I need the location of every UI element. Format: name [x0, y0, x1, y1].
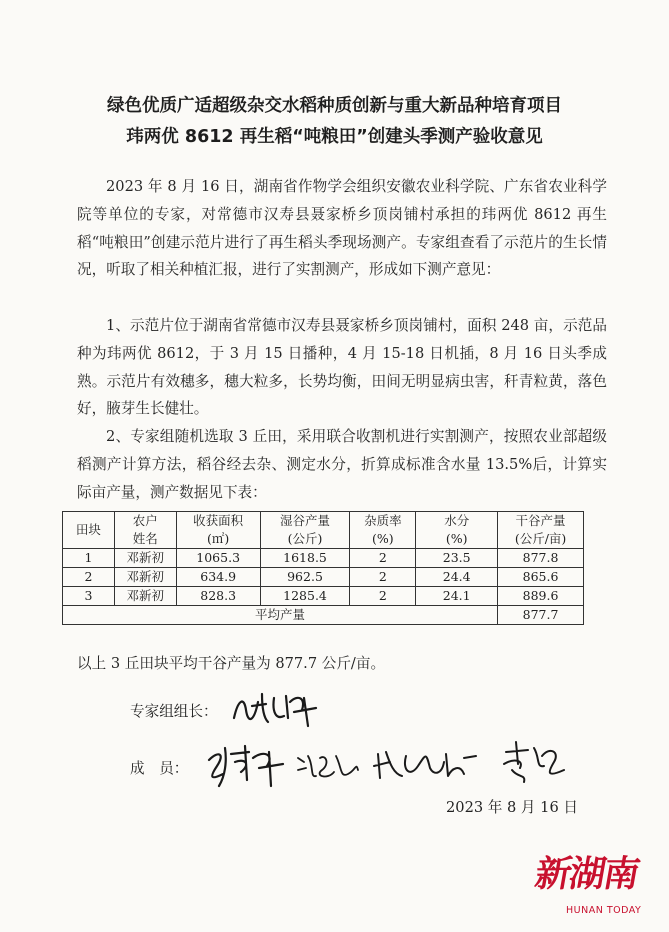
cell-farmer: 邓新初	[114, 549, 176, 568]
table-row	[63, 568, 584, 587]
hunan-today-logo: 新湖南	[531, 854, 642, 895]
table-row	[63, 549, 584, 568]
member-signature-1	[205, 740, 287, 790]
cell-impurity: 2	[350, 587, 416, 606]
member-signature-3	[372, 744, 480, 786]
average-value: 877.7	[498, 606, 584, 625]
cell-dry: 865.6	[498, 568, 584, 587]
summary-text: 以上 3 丘田块平均干谷产量为 877.7 公斤/亩。	[77, 655, 386, 672]
cell-farmer: 邓新初	[114, 587, 176, 606]
cell-dry: 877.8	[498, 549, 584, 568]
header-impurity: 杂质率 (%)	[350, 512, 416, 549]
header-moisture: 水分 (%)	[416, 512, 498, 549]
table-row	[63, 587, 584, 606]
yield-table	[62, 511, 584, 625]
paragraph-site: 1、示范片位于湖南省常德市汉寿县聂家桥乡顶岗铺村，面积 248 亩，示范品种为玮两优 8612，于 3 月 15 日播种，4 月 15-18 日机插，8 月 16 日头季成熟。示范片有效穗多，穗大粒多，长势均衡，田间无明显病虫害，秆青粒黄，落色好，腋芽生长健壮。	[77, 317, 607, 418]
cell-area: 1065.3	[176, 549, 260, 568]
header-dry: 干谷产量 (公斤/亩)	[498, 512, 584, 549]
header-area: 收获面积 (㎡)	[176, 512, 260, 549]
paragraph-method: 2、专家组随机选取 3 丘田，采用联合收割机进行实割测产，按照农业部超级稻测产计算方法，稻谷经去杂、测定水分，折算成标准含水量 13.5%后，计算实际亩产量，测产数据见下表：	[77, 428, 607, 501]
cell-moisture: 24.1	[416, 587, 498, 606]
member-signature-2	[294, 748, 362, 786]
cell-field: 1	[63, 549, 115, 568]
cell-dry: 889.6	[498, 587, 584, 606]
cell-impurity: 2	[350, 549, 416, 568]
cell-wet: 1618.5	[260, 549, 350, 568]
cell-wet: 1285.4	[260, 587, 350, 606]
leader-label: 专家组组长：	[130, 703, 218, 720]
cell-field: 2	[63, 568, 115, 587]
cell-area: 634.9	[176, 568, 260, 587]
cell-moisture: 23.5	[416, 549, 498, 568]
header-wet: 湿谷产量 (公斤)	[260, 512, 350, 549]
cell-moisture: 24.4	[416, 568, 498, 587]
cell-wet: 962.5	[260, 568, 350, 587]
leader-signature	[228, 688, 320, 730]
table-header-row	[63, 512, 584, 549]
cell-area: 828.3	[176, 587, 260, 606]
average-label: 平均产量	[63, 606, 498, 625]
hunan-today-logo-text: HUNAN TODAY	[566, 905, 642, 916]
document-date: 2023 年 8 月 16 日	[446, 799, 578, 816]
cell-impurity: 2	[350, 568, 416, 587]
member-label: 成 员：	[130, 760, 189, 777]
doc-title-line2: 玮两优 8612 再生稻“吨粮田”创建头季测产验收意见	[126, 127, 543, 147]
member-signature-4	[498, 738, 570, 788]
cell-field: 3	[63, 587, 115, 606]
paragraph-intro: 2023 年 8 月 16 日，湖南省作物学会组织安徽农业科学院、广东省农业科学院等单位的专家，对常德市汉寿县聂家桥乡顶岗铺村承担的玮两优 8612 再生稻“吨粮田”创建示范片进行了再生稻头季现场测产。专家组查看了示范片的生长情况，听取了相关种植汇报，进行了实割测产，形成如下测产意见：	[77, 178, 607, 279]
table-average-row	[63, 606, 584, 625]
doc-title-line1: 绿色优质广适超级杂交水稻种质创新与重大新品种培育项目	[107, 96, 562, 116]
cell-farmer: 邓新初	[114, 568, 176, 587]
header-field: 田块	[63, 512, 115, 549]
header-farmer: 农户 姓名	[114, 512, 176, 549]
